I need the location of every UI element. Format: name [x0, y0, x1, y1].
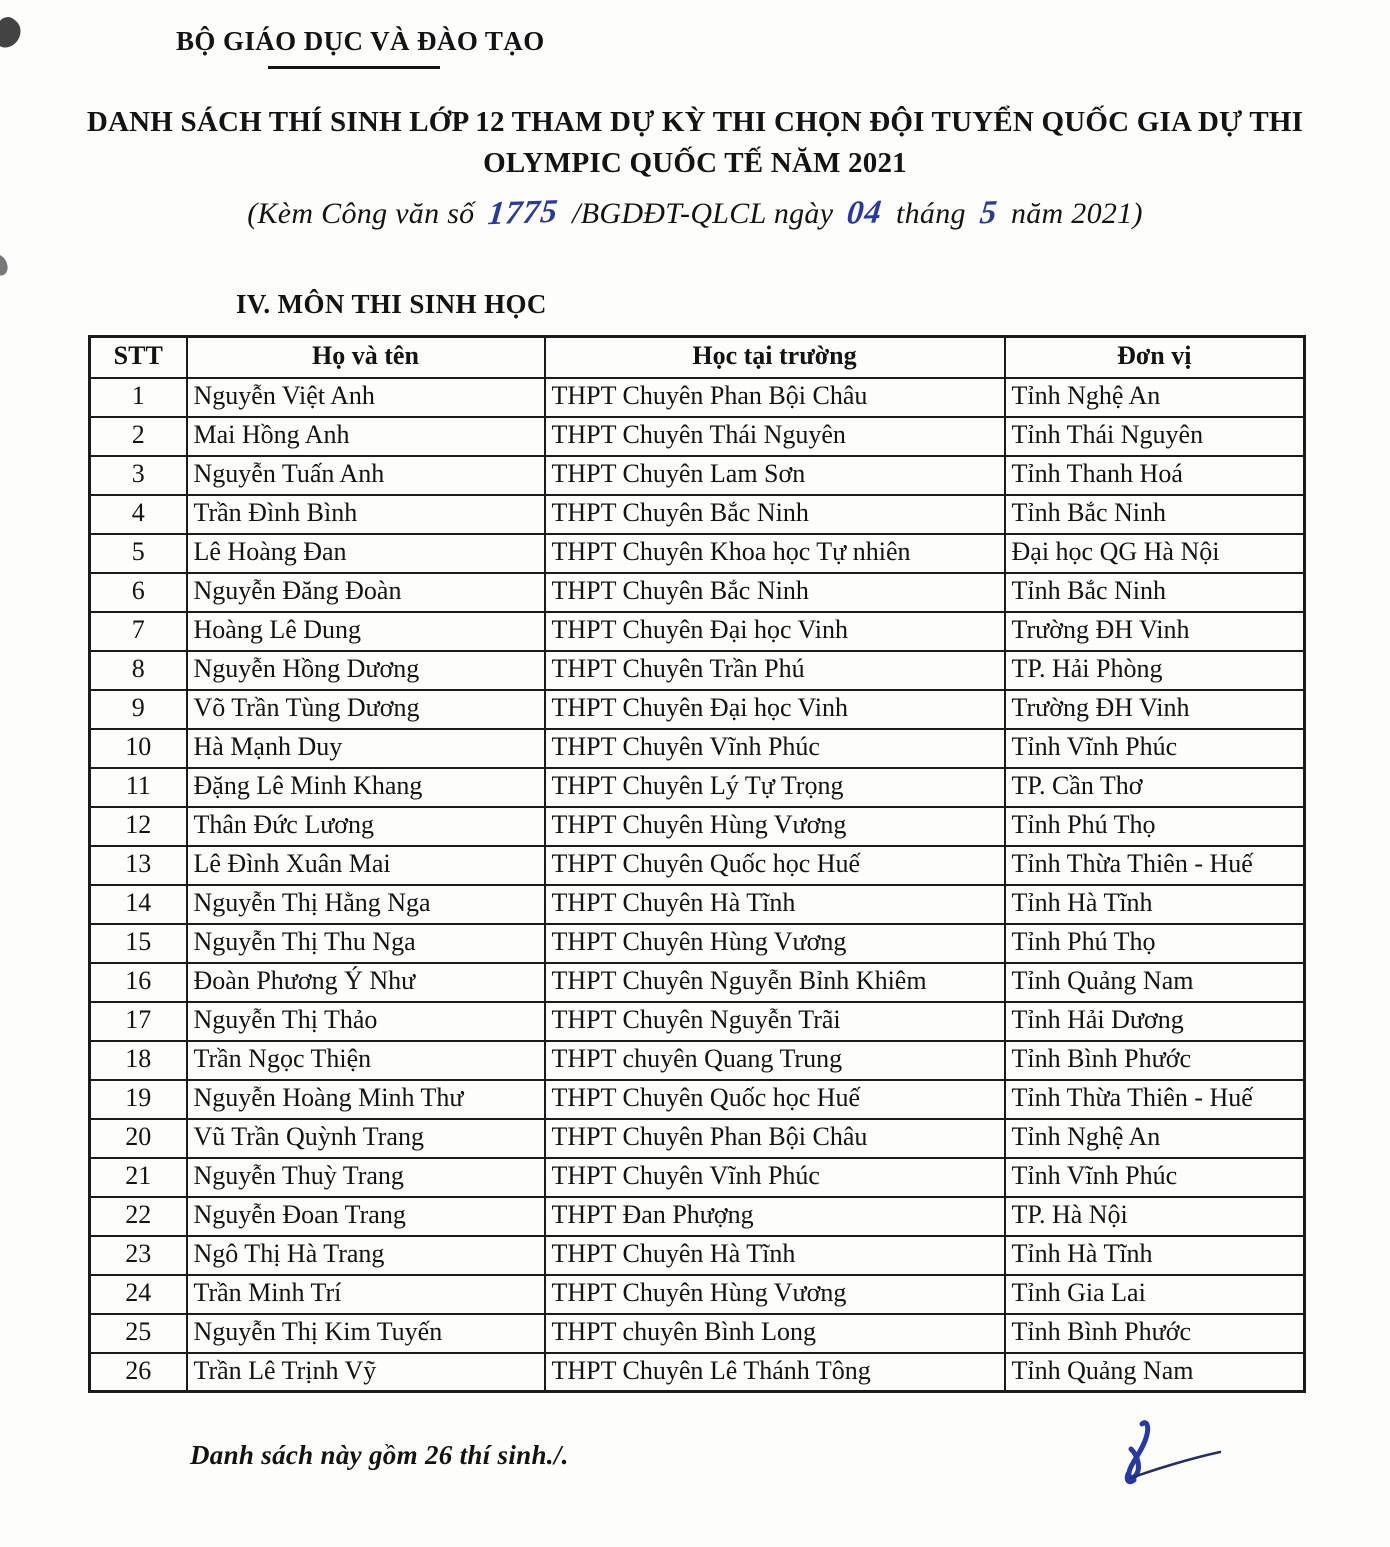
- cell-stt: 8: [90, 651, 187, 690]
- cell-stt: 3: [90, 456, 187, 495]
- cell-name: Mai Hồng Anh: [187, 417, 545, 456]
- table-row: [90, 690, 1305, 729]
- cell-unit: Tỉnh Thừa Thiên - Huế: [1005, 1080, 1305, 1119]
- table-row: [90, 924, 1305, 963]
- cell-name: Nguyễn Việt Anh: [187, 378, 545, 417]
- cell-unit: Tỉnh Bình Phước: [1005, 1314, 1305, 1353]
- cell-school: THPT Chuyên Quốc học Huế: [545, 1080, 1005, 1119]
- title-line-2: OLYMPIC QUỐC TẾ NĂM 2021: [483, 147, 907, 179]
- cell-unit: Tỉnh Phú Thọ: [1005, 807, 1305, 846]
- cell-name: Trần Đình Bình: [187, 495, 545, 534]
- title-line-1: DANH SÁCH THÍ SINH LỚP 12 THAM DỰ KỲ THI CHỌN ĐỘI TUYỂN QUỐC GIA DỰ THI: [86, 106, 1304, 138]
- cell-name: Nguyễn Hồng Dương: [187, 651, 545, 690]
- cell-stt: 17: [90, 1002, 187, 1041]
- document-page: [0, 26, 1390, 1547]
- table-body: [90, 378, 1305, 1392]
- cell-school: THPT chuyên Quang Trung: [545, 1041, 1005, 1080]
- cell-school: THPT Chuyên Lý Tự Trọng: [545, 768, 1005, 807]
- cell-school: THPT Chuyên Lam Sơn: [545, 456, 1005, 495]
- heading-underline: [268, 66, 440, 69]
- table-row: [90, 729, 1305, 768]
- cell-stt: 12: [90, 807, 187, 846]
- table-row: [90, 1275, 1305, 1314]
- table-row: [90, 612, 1305, 651]
- cell-unit: Tỉnh Thanh Hoá: [1005, 456, 1305, 495]
- cell-name: Nguyễn Đăng Đoàn: [187, 573, 545, 612]
- document-title: [0, 102, 1390, 184]
- cell-school: THPT Chuyên Đại học Vinh: [545, 690, 1005, 729]
- cell-stt: 20: [90, 1119, 187, 1158]
- table-row: [90, 1041, 1305, 1080]
- cell-school: THPT Chuyên Phan Bội Châu: [545, 378, 1005, 417]
- table-row: [90, 1353, 1305, 1392]
- cell-school: THPT Chuyên Phan Bội Châu: [545, 1119, 1005, 1158]
- cell-stt: 14: [90, 885, 187, 924]
- cell-name: Trần Lê Trịnh Vỹ: [187, 1353, 545, 1392]
- table-row: [90, 1119, 1305, 1158]
- table-row: [90, 1158, 1305, 1197]
- cell-stt: 21: [90, 1158, 187, 1197]
- cell-school: THPT Chuyên Nguyễn Trãi: [545, 1002, 1005, 1041]
- handwritten-month: 5: [977, 194, 1000, 232]
- cell-unit: Tỉnh Thái Nguyên: [1005, 417, 1305, 456]
- cell-school: THPT Chuyên Bắc Ninh: [545, 495, 1005, 534]
- cell-unit: Tỉnh Bắc Ninh: [1005, 573, 1305, 612]
- cell-name: Hà Mạnh Duy: [187, 729, 545, 768]
- cell-school: THPT Chuyên Hùng Vương: [545, 807, 1005, 846]
- scan-speck: [0, 252, 11, 279]
- table-row: [90, 846, 1305, 885]
- handwritten-doc-number: 1775: [486, 193, 561, 233]
- cell-unit: Tỉnh Hà Tĩnh: [1005, 885, 1305, 924]
- table-row: [90, 573, 1305, 612]
- cell-name: Vũ Trần Quỳnh Trang: [187, 1119, 545, 1158]
- section-heading: IV. MÔN THI SINH HỌC: [236, 289, 547, 319]
- cell-name: Nguyễn Thuỳ Trang: [187, 1158, 545, 1197]
- cell-name: Lê Hoàng Đan: [187, 534, 545, 573]
- cell-unit: TP. Cần Thơ: [1005, 768, 1305, 807]
- cell-school: THPT Chuyên Đại học Vinh: [545, 612, 1005, 651]
- cell-unit: TP. Hải Phòng: [1005, 651, 1305, 690]
- cell-stt: 25: [90, 1314, 187, 1353]
- cell-unit: Tỉnh Quảng Nam: [1005, 1353, 1305, 1392]
- cell-name: Ngô Thị Hà Trang: [187, 1236, 545, 1275]
- cell-name: Nguyễn Đoan Trang: [187, 1197, 545, 1236]
- col-header-unit: Đơn vị: [1005, 337, 1305, 378]
- cell-unit: Tỉnh Thừa Thiên - Huế: [1005, 846, 1305, 885]
- cell-name: Nguyễn Thị Kim Tuyến: [187, 1314, 545, 1353]
- cell-stt: 7: [90, 612, 187, 651]
- cell-school: THPT Chuyên Hùng Vương: [545, 924, 1005, 963]
- col-header-stt: STT: [90, 337, 187, 378]
- cell-name: Nguyễn Tuấn Anh: [187, 456, 545, 495]
- cell-name: Đặng Lê Minh Khang: [187, 768, 545, 807]
- cell-unit: Tỉnh Nghệ An: [1005, 1119, 1305, 1158]
- table-row: [90, 1197, 1305, 1236]
- cell-name: Hoàng Lê Dung: [187, 612, 545, 651]
- subtitle-line: [0, 195, 1390, 232]
- cell-stt: 16: [90, 963, 187, 1002]
- table-row: [90, 885, 1305, 924]
- cell-school: THPT Chuyên Thái Nguyên: [545, 417, 1005, 456]
- cell-school: THPT Chuyên Khoa học Tự nhiên: [545, 534, 1005, 573]
- cell-stt: 2: [90, 417, 187, 456]
- cell-school: THPT Chuyên Hà Tĩnh: [545, 885, 1005, 924]
- subtitle-thang: tháng: [895, 197, 966, 230]
- cell-stt: 19: [90, 1080, 187, 1119]
- table-row: [90, 417, 1305, 456]
- table-row: [90, 1002, 1305, 1041]
- cell-name: Trần Ngọc Thiện: [187, 1041, 545, 1080]
- cell-name: Lê Đình Xuân Mai: [187, 846, 545, 885]
- cell-unit: Đại học QG Hà Nội: [1005, 534, 1305, 573]
- cell-unit: Tỉnh Bắc Ninh: [1005, 495, 1305, 534]
- cell-stt: 1: [90, 378, 187, 417]
- table-row: [90, 1236, 1305, 1275]
- cell-name: Đoàn Phương Ý Như: [187, 963, 545, 1002]
- table-row: [90, 1080, 1305, 1119]
- cell-unit: Trường ĐH Vinh: [1005, 612, 1305, 651]
- cell-unit: Tỉnh Nghệ An: [1005, 378, 1305, 417]
- table-row: [90, 807, 1305, 846]
- cell-school: THPT chuyên Bình Long: [545, 1314, 1005, 1353]
- cell-school: THPT Chuyên Quốc học Huế: [545, 846, 1005, 885]
- cell-stt: 24: [90, 1275, 187, 1314]
- cell-school: THPT Chuyên Bắc Ninh: [545, 573, 1005, 612]
- cell-stt: 26: [90, 1353, 187, 1392]
- cell-stt: 22: [90, 1197, 187, 1236]
- cell-unit: Trường ĐH Vinh: [1005, 690, 1305, 729]
- cell-school: THPT Chuyên Hùng Vương: [545, 1275, 1005, 1314]
- cell-unit: TP. Hà Nội: [1005, 1197, 1305, 1236]
- cell-unit: Tỉnh Quảng Nam: [1005, 963, 1305, 1002]
- table-row: [90, 456, 1305, 495]
- scan-speck: [0, 13, 26, 53]
- cell-name: Nguyễn Thị Thảo: [187, 1002, 545, 1041]
- subtitle-suffix: năm 2021): [1010, 197, 1143, 230]
- subtitle-prefix: (Kèm Công văn số: [247, 197, 475, 230]
- cell-school: THPT Chuyên Nguyễn Bỉnh Khiêm: [545, 963, 1005, 1002]
- cell-stt: 11: [90, 768, 187, 807]
- subtitle-middle: /BGDĐT-QLCL ngày: [572, 197, 834, 230]
- cell-school: THPT Chuyên Vĩnh Phúc: [545, 1158, 1005, 1197]
- table-row: [90, 963, 1305, 1002]
- cell-school: THPT Chuyên Lê Thánh Tông: [545, 1353, 1005, 1392]
- cell-unit: Tỉnh Gia Lai: [1005, 1275, 1305, 1314]
- table-row: [90, 495, 1305, 534]
- cell-school: THPT Chuyên Vĩnh Phúc: [545, 729, 1005, 768]
- cell-stt: 13: [90, 846, 187, 885]
- cell-unit: Tỉnh Hải Dương: [1005, 1002, 1305, 1041]
- table-row: [90, 534, 1305, 573]
- table-row: [90, 378, 1305, 417]
- cell-name: Nguyễn Thị Hằng Nga: [187, 885, 545, 924]
- table-header-row: [90, 337, 1305, 378]
- table-row: [90, 651, 1305, 690]
- handwritten-day: 04: [845, 194, 885, 232]
- cell-stt: 9: [90, 690, 187, 729]
- signature-mark: [1098, 1414, 1228, 1504]
- cell-stt: 15: [90, 924, 187, 963]
- cell-name: Nguyễn Thị Thu Nga: [187, 924, 545, 963]
- cell-stt: 5: [90, 534, 187, 573]
- cell-unit: Tỉnh Hà Tĩnh: [1005, 1236, 1305, 1275]
- cell-stt: 4: [90, 495, 187, 534]
- cell-unit: Tỉnh Vĩnh Phúc: [1005, 1158, 1305, 1197]
- ministry-heading: BỘ GIÁO DỤC VÀ ĐÀO TẠO: [176, 26, 545, 56]
- cell-name: Võ Trần Tùng Dương: [187, 690, 545, 729]
- cell-stt: 6: [90, 573, 187, 612]
- cell-school: THPT Đan Phượng: [545, 1197, 1005, 1236]
- cell-stt: 18: [90, 1041, 187, 1080]
- cell-unit: Tỉnh Bình Phước: [1005, 1041, 1305, 1080]
- table-row: [90, 768, 1305, 807]
- cell-school: THPT Chuyên Trần Phú: [545, 651, 1005, 690]
- cell-stt: 10: [90, 729, 187, 768]
- cell-school: THPT Chuyên Hà Tĩnh: [545, 1236, 1005, 1275]
- col-header-name: Họ và tên: [187, 337, 545, 378]
- cell-name: Thân Đức Lương: [187, 807, 545, 846]
- cell-name: Trần Minh Trí: [187, 1275, 545, 1314]
- table-row: [90, 1314, 1305, 1353]
- cell-unit: Tỉnh Phú Thọ: [1005, 924, 1305, 963]
- cell-name: Nguyễn Hoàng Minh Thư: [187, 1080, 545, 1119]
- students-table: [88, 335, 1306, 1393]
- cell-unit: Tỉnh Vĩnh Phúc: [1005, 729, 1305, 768]
- footer-note: Danh sách này gồm 26 thí sinh./.: [190, 1440, 569, 1470]
- cell-stt: 23: [90, 1236, 187, 1275]
- col-header-school: Học tại trường: [545, 337, 1005, 378]
